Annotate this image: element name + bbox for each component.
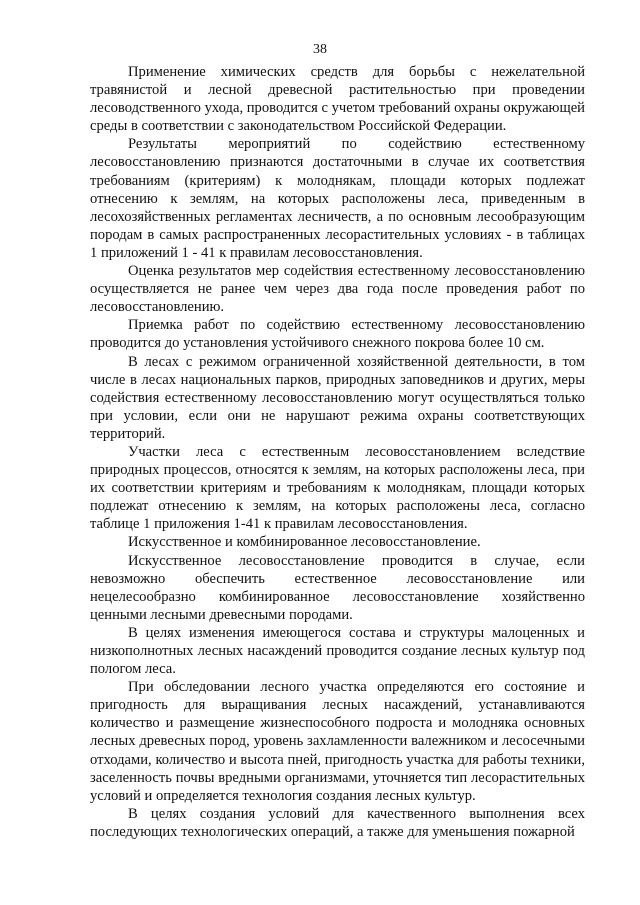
paragraph-chemical-treatment: Применение химических средств для борьбы с нежелательной травянистой и лесной древесной растительностью при проведении лесоводственного ухода, проводится с учетом требований охраны окружающей среды в соответствии с законодательством Российской Федерации.: [90, 64, 585, 135]
paragraph-conditions-creation: В целях создания условий для качественного выполнения всех последующих технологических операций, а также для уменьшения пожарной: [90, 805, 585, 840]
paragraph-assistance-results: Результаты мероприятий по содействию естественному лесовосстановлению признаются достаточными в случае их соответствия требованиям (критериям) к молоднякам, площади которых подлежат отнесению к землям, на которых расположены леса, приведенным в лесохозяйственных регламентах лесничеств, а по основным лесообразующим породам в самых распространенных лесорастительных условиях - в таблицах 1 приложений 1 - 41 к правилам лесовосстановления.: [90, 136, 585, 261]
section-heading-artificial-combined: Искусственное и комбинированное лесовосстановление.: [128, 534, 481, 551]
document-body: [90, 63, 585, 841]
paragraph-artificial-regeneration: Искусственное лесовосстановление проводится в случае, если невозможно обеспечить естественное лесовосстановление или нецелесообразно комбинированное лесовосстановление хозяйственно ценными лесными древесными породами.: [90, 552, 585, 623]
paragraph-site-survey: При обследовании лесного участка определяются его состояние и пригодность для выращивания лесных насаждений, устанавливаются количество и размещение жизнеспособного подроста и молодняка основных лесных древесных пород, уровень захламленности валежником и лесосечными отходами, количество и высота пней, пригодность участка для работы техники, заселенность почвы вредными организмами, уточняется тип лесорастительных условий и определяется технология создания лесных культур.: [90, 679, 585, 804]
page-number: 38: [313, 42, 327, 57]
paragraph-work-acceptance: Приемка работ по содействию естественному лесовосстановлению проводится до установления устойчивого снежного покрова более 10 см.: [90, 317, 585, 352]
paragraph-results-evaluation: Оценка результатов мер содействия естественному лесовосстановлению осуществляется не ранее чем через два года после проведения работ по лесовосстановлению.: [90, 263, 585, 316]
paragraph-natural-regeneration-plots: Участки леса с естественным лесовосстановлением вследствие природных процессов, относятся к землям, на которых расположены леса, при их соответствии критериям и требованиям к молоднякам, площади которых подлежат отнесению к землям, на которых расположены леса, согласно таблице 1 приложения 1-41 к правилам лесовосстановления.: [90, 443, 585, 533]
paragraph-restricted-forests: В лесах с режимом ограниченной хозяйственной деятельности, в том числе в лесах национальных парков, природных заповедников и других, меры содействия естественному лесовосстановлению могут осуществляться только при условии, если они не нарушают режима охраны соответствующих территорий.: [90, 353, 585, 442]
paragraph-under-canopy-cultures: В целях изменения имеющегося состава и структуры малоценных и низкополнотных лесных насаждений проводится создание лесных культур под пологом леса.: [90, 624, 585, 678]
